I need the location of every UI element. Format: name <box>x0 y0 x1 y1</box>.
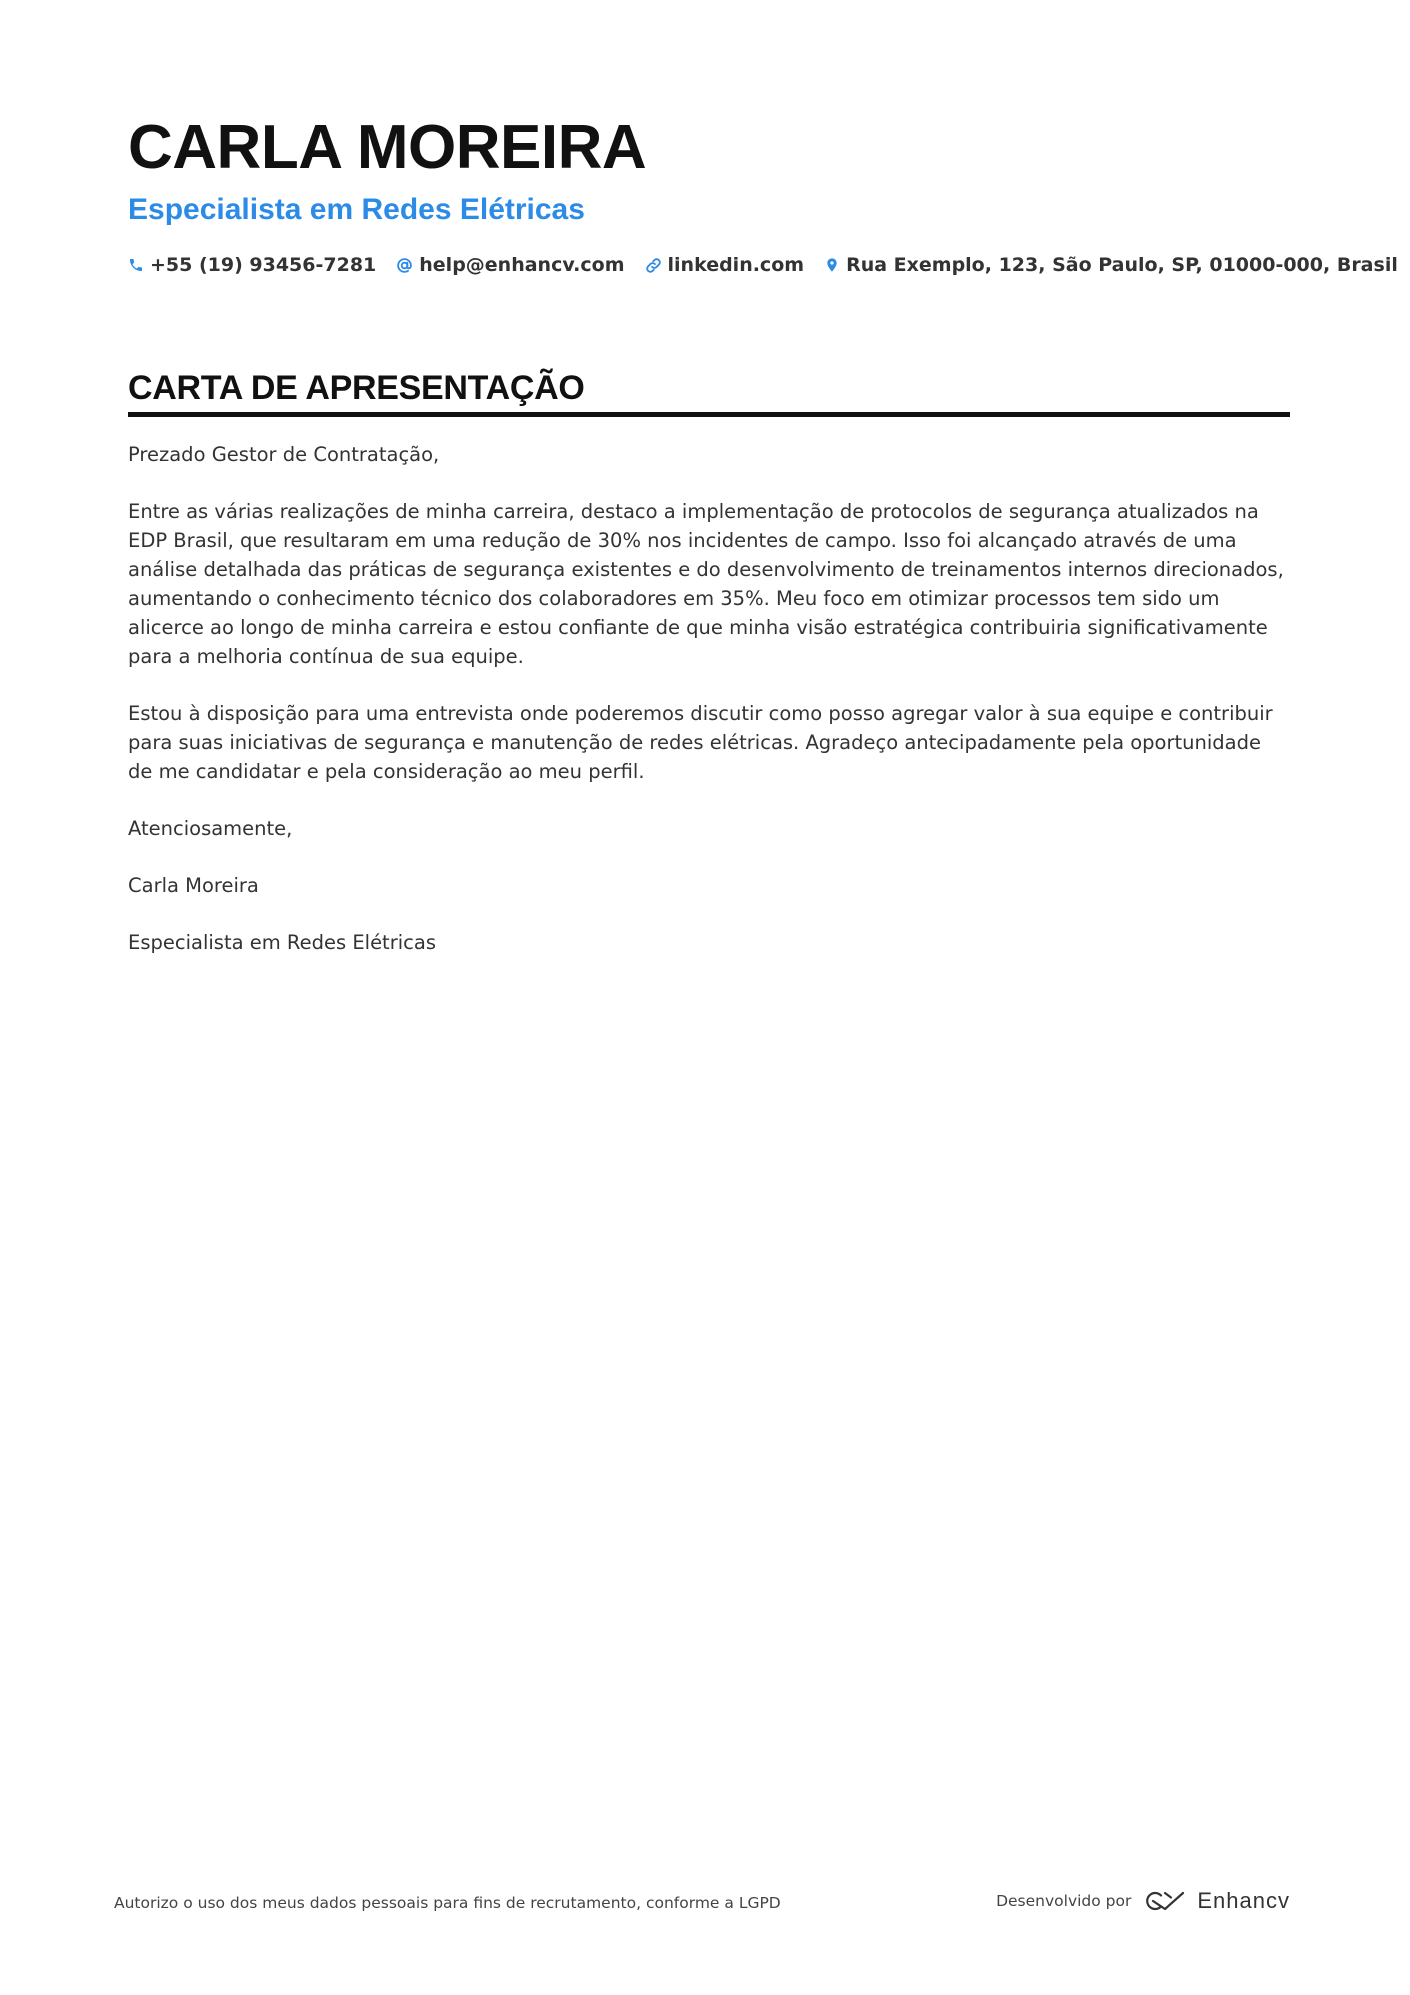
contact-phone[interactable] <box>128 254 376 276</box>
letter-paragraph: Entre as várias realizações de minha carreira, destaco a implementação de protocolos de segurança atualizados na EDP Brasil, que resultaram em uma redução de 30% nos incidentes de campo. Isso foi alcançado através de uma análise detalhada das práticas de segurança existentes e do desenvolvimento de treinamentos internos direcionados, aumentando o conhecimento técnico dos colaboradores em 35%. Meu foco em otimizar processos tem sido um alicerce ao longo de minha carreira e estou confiante de que minha visão estratégica contribuiria significativamente para a melhoria contínua de sua equipe. <box>128 500 1284 668</box>
candidate-name: CARLA MOREIRA <box>128 113 647 182</box>
contact-email-text: help@enhancv.com <box>419 254 625 276</box>
contact-linkedin[interactable] <box>645 254 805 276</box>
enhancv-brand: Enhancv <box>1197 1888 1290 1913</box>
contact-address-text: Rua Exemplo, 123, São Paulo, SP, 01000-000, Brasil <box>846 254 1398 276</box>
link-icon <box>645 257 662 274</box>
phone-icon <box>128 257 144 273</box>
consent-note: Autorizo o uso dos meus dados pessoais para fins de recrutamento, conforme a LGPD <box>114 1894 781 1912</box>
contact-phone-text: +55 (19) 93456-7281 <box>150 254 377 276</box>
enhancv-logo-icon <box>1143 1889 1189 1913</box>
contact-address <box>824 254 1398 276</box>
candidate-role: Especialista em Redes Elétricas <box>128 193 585 226</box>
powered-by-label: Desenvolvido por <box>996 1892 1132 1910</box>
signature-name: Carla Moreira <box>128 874 259 897</box>
signature-role: Especialista em Redes Elétricas <box>128 931 436 954</box>
powered-by[interactable] <box>990 1888 1290 1914</box>
letter-paragraph: Estou à disposição para uma entrevista onde poderemos discutir como posso agregar valor à sua equipe e contribuir para suas iniciativas de segurança e manutenção de redes elétricas. Agradeço antecipadamente pela oportunidade de me candidatar e pela consideração ao meu perfil. <box>128 702 1273 783</box>
contact-email[interactable] <box>396 254 624 276</box>
location-pin-icon <box>824 256 840 274</box>
contact-bar <box>128 254 1410 276</box>
letter-closing: Atenciosamente, <box>128 817 293 840</box>
at-icon <box>396 257 413 274</box>
contact-linkedin-text: linkedin.com <box>667 254 805 276</box>
letter-greeting: Prezado Gestor de Contratação, <box>128 443 440 466</box>
section-title: CARTA DE APRESENTAÇÃO <box>128 366 1290 417</box>
letter-body <box>128 440 1290 985</box>
